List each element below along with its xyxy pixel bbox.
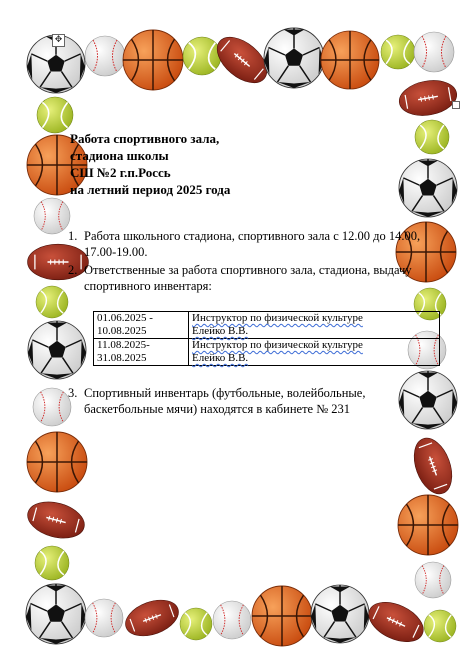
person-role: Инструктор по физической культуре [192,312,363,324]
rugby-ball-icon [121,593,184,642]
list-item [68,262,440,294]
baseball-icon [33,388,71,426]
baseball-icon [85,36,125,76]
baseball-icon [34,198,70,234]
soccer-ball-icon [399,159,457,217]
table-row [94,339,440,366]
soccer-ball-icon [311,585,369,643]
tennis-ball-icon [35,546,69,580]
list-number: 3. [68,386,78,400]
tennis-ball-icon [424,610,456,642]
tennis-ball-icon [415,120,449,154]
person-name: Елейко В.В. [192,325,249,337]
person-name: Елейко В.В. [192,352,249,364]
baseball-icon [414,32,454,72]
title-line: Работа спортивного зала, [70,131,220,146]
resize-handle-icon[interactable] [452,101,460,109]
rugby-ball-icon [396,76,459,120]
tennis-ball-icon [183,37,221,75]
tennis-ball-icon [180,608,212,640]
tennis-ball-icon [37,97,73,133]
baseball-icon [85,599,123,637]
basketball-icon [252,586,312,646]
table-cell-person [189,312,440,339]
soccer-ball-icon [264,28,324,88]
soccer-ball-icon [28,321,86,379]
baseball-icon [415,562,451,598]
list-number: 1. [68,229,78,243]
tennis-ball-icon [381,35,415,69]
table-cell-dates: 11.08.2025- 31.08.2025 [94,339,189,366]
title-line: на летний период 2025 года [70,182,231,197]
list-text: Работа школьного стадиона, спортивного зала с 12.00 до 14.00, 17.00-19.00. [84,229,421,259]
basketball-icon [398,495,458,555]
table-cell-dates: 01.06.2025 - 10.08.2025 [94,312,189,339]
title-line: СШ №2 г.п.Россь [70,165,171,180]
person-role: Инструктор по физической культуре [192,339,363,351]
table-row [94,312,440,339]
duty-table [93,311,440,366]
title-line: стадиона школы [70,148,169,163]
list-text: Ответственные за работа спортивного зала, стадиона, выдачу спортивного инвентаря: [84,263,412,293]
move-handle-icon[interactable]: ✥ [52,34,65,47]
list-item [68,385,440,417]
soccer-ball-icon [26,584,86,644]
baseball-icon [213,601,251,639]
document-title [70,130,330,198]
basketball-icon [123,30,183,90]
rugby-ball-icon [407,433,459,499]
list-number: 2. [68,263,78,277]
basketball-icon [321,31,379,89]
table-cell-person [189,339,440,366]
basketball-icon [27,432,87,492]
list-item [68,228,440,260]
list-text: Спортивный инвентарь (футбольные, волейбольные, баскетбольные мячи) находятся в кабинете № 231 [84,386,366,416]
numbered-list [68,228,440,296]
tennis-ball-icon [36,286,68,318]
rugby-ball-icon [363,594,430,649]
rugby-ball-icon [24,496,89,544]
